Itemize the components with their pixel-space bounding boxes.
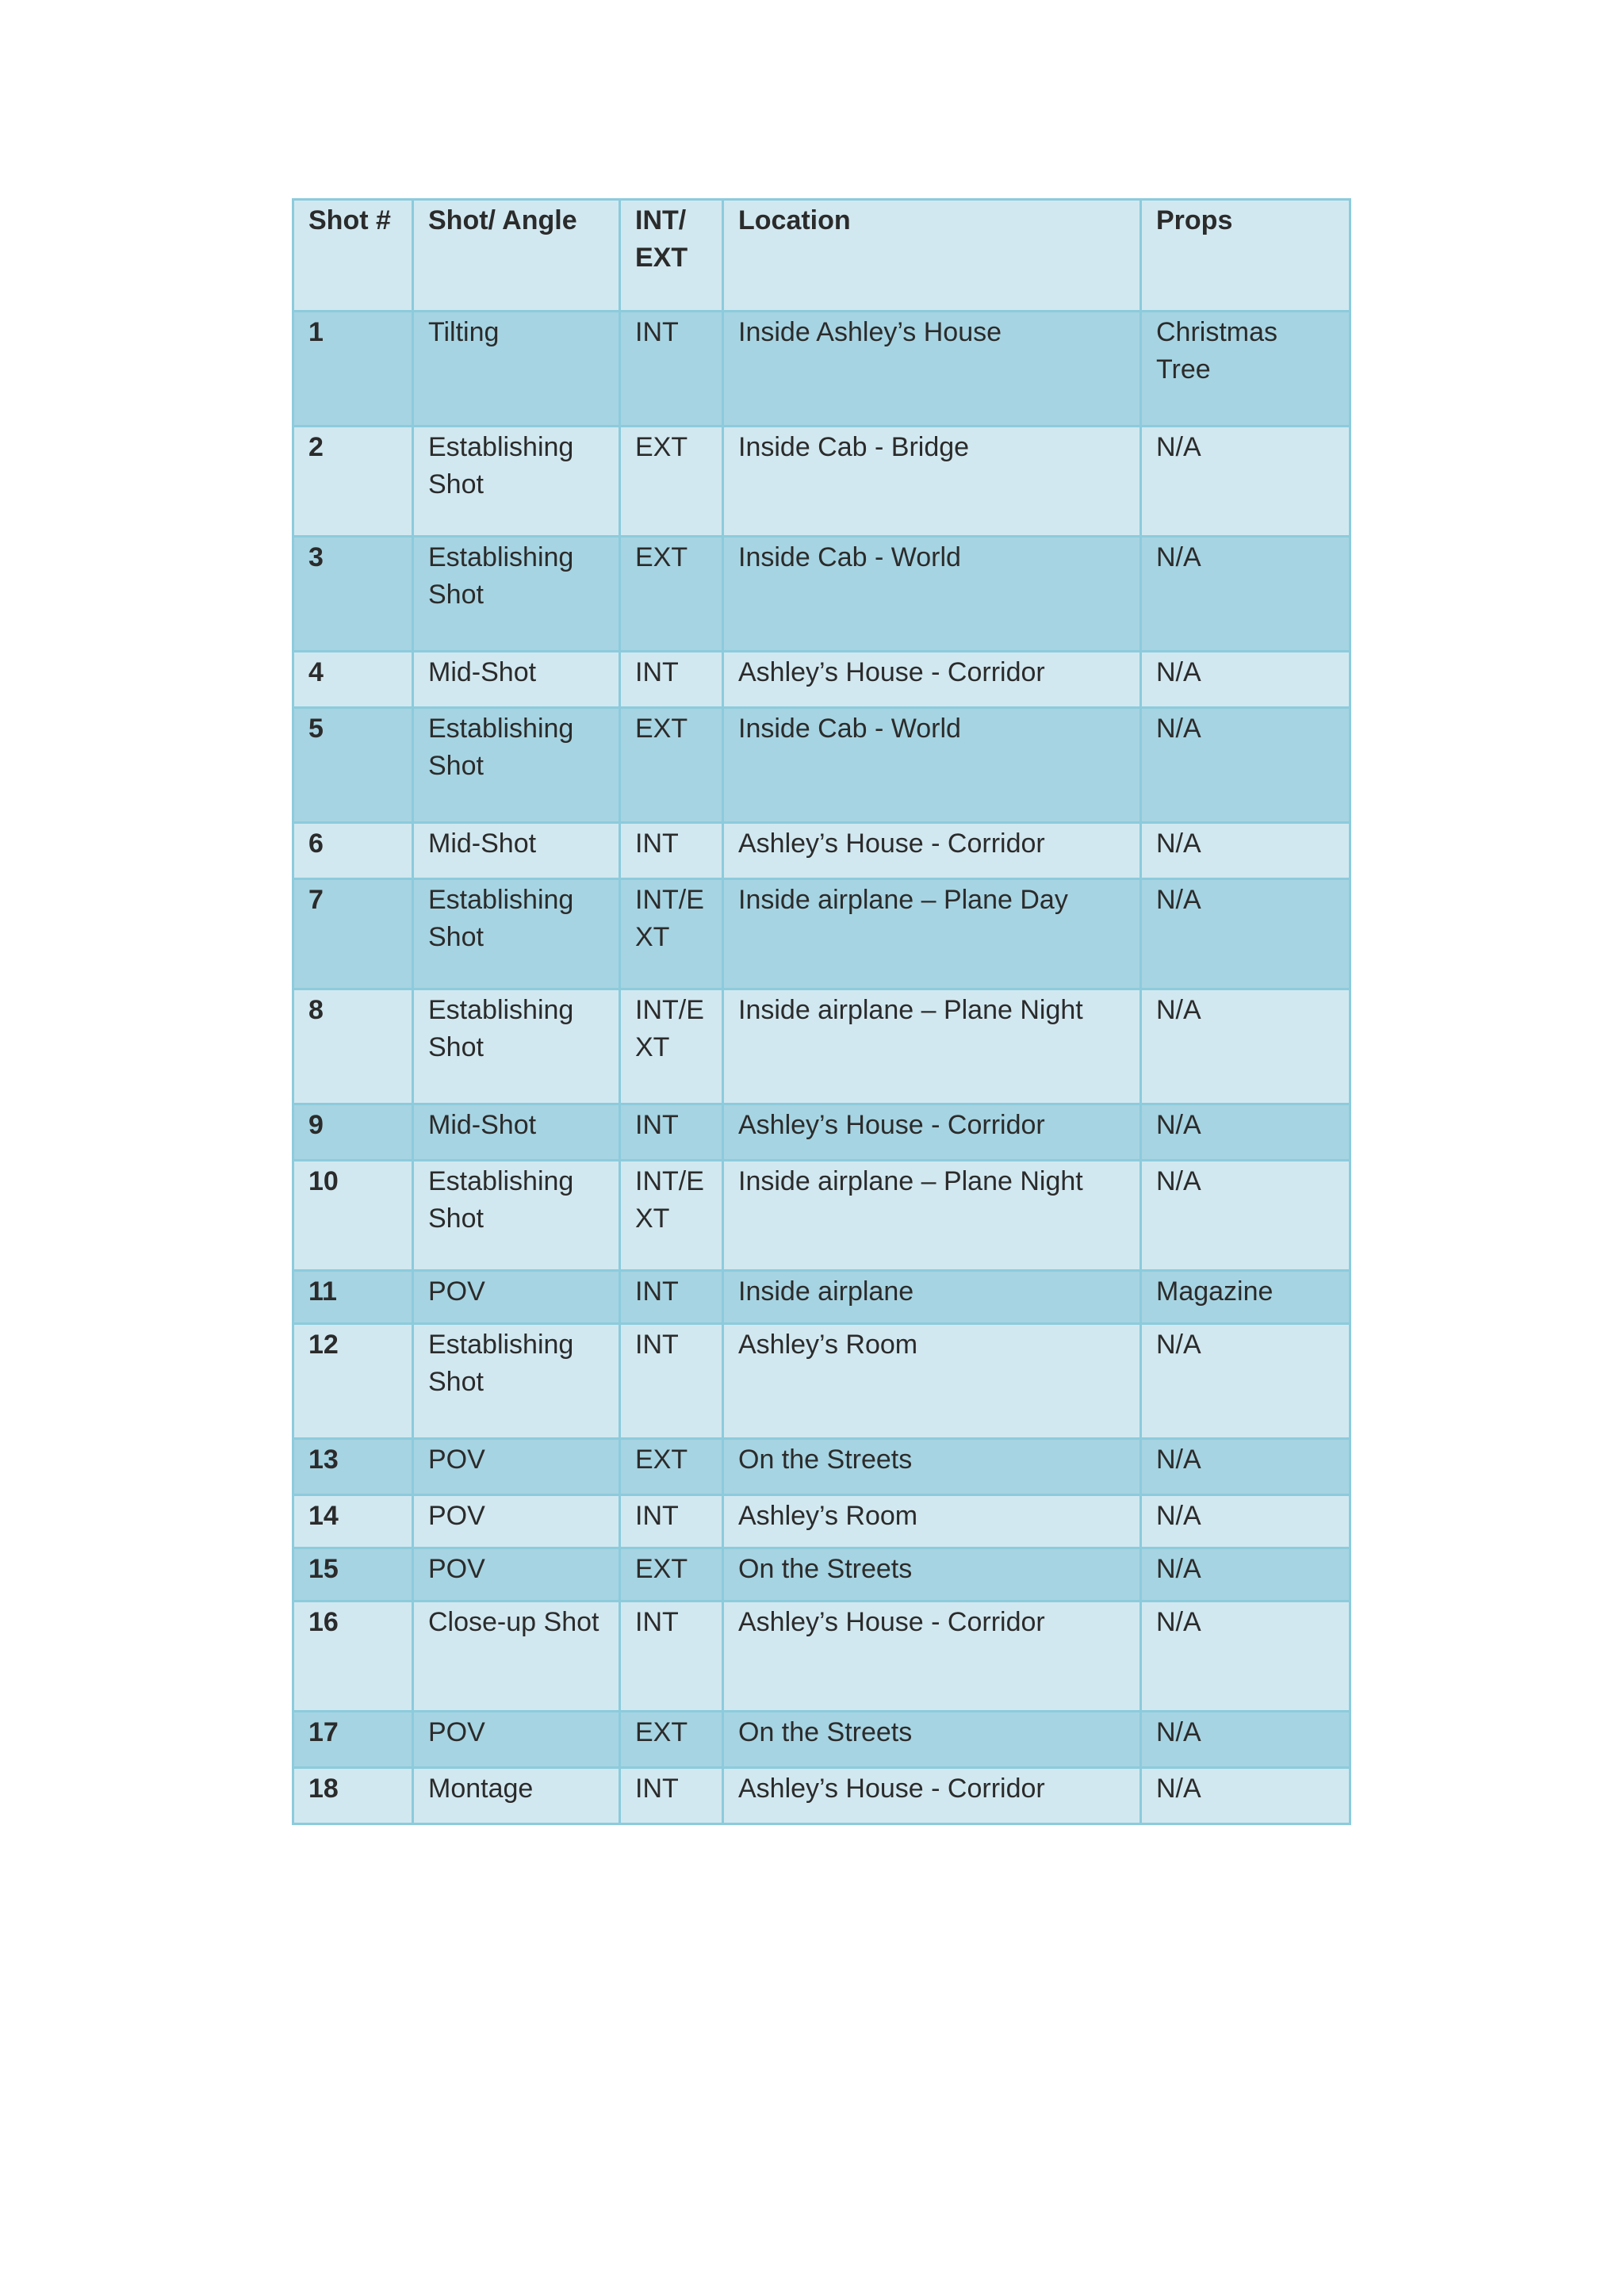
shot-number-cell: 14 (293, 1495, 413, 1548)
header-location: Location (723, 200, 1141, 312)
props-cell: N/A (1141, 1601, 1350, 1712)
location-cell: Inside Cab - World (723, 708, 1141, 823)
shot-angle-cell: Establishing Shot (413, 537, 620, 652)
shot-angle-cell: Establishing Shot (413, 1324, 620, 1439)
table-row (293, 1768, 1350, 1824)
location-cell: Ashley’s House - Corridor (723, 1768, 1141, 1824)
shot-angle-cell: Tilting (413, 312, 620, 427)
shot-number-cell: 17 (293, 1712, 413, 1768)
shot-number-cell: 7 (293, 879, 413, 989)
int-ext-cell: EXT (620, 537, 723, 652)
shot-angle-cell: POV (413, 1548, 620, 1601)
int-ext-cell: INT (620, 652, 723, 708)
shot-angle-cell: Establishing Shot (413, 427, 620, 537)
int-ext-cell: INT/EXT (620, 1161, 723, 1271)
props-cell: N/A (1141, 1495, 1350, 1548)
int-ext-cell: EXT (620, 1712, 723, 1768)
location-cell: Inside airplane (723, 1271, 1141, 1324)
int-ext-cell: INT/EXT (620, 989, 723, 1104)
shot-number-cell: 4 (293, 652, 413, 708)
shot-number-cell: 2 (293, 427, 413, 537)
shot-number-cell: 5 (293, 708, 413, 823)
location-cell: Inside airplane – Plane Night (723, 1161, 1141, 1271)
shot-number-cell: 8 (293, 989, 413, 1104)
shot-number-cell: 13 (293, 1439, 413, 1495)
shot-number-cell: 18 (293, 1768, 413, 1824)
table-row (293, 1271, 1350, 1324)
props-cell: N/A (1141, 1324, 1350, 1439)
props-cell: N/A (1141, 537, 1350, 652)
shot-angle-cell: POV (413, 1271, 620, 1324)
table-row (293, 1104, 1350, 1161)
shot-number-cell: 15 (293, 1548, 413, 1601)
table-row (293, 823, 1350, 879)
table-row (293, 1712, 1350, 1768)
table-row (293, 708, 1350, 823)
location-cell: Inside Cab - Bridge (723, 427, 1141, 537)
int-ext-cell: INT (620, 1601, 723, 1712)
location-cell: On the Streets (723, 1712, 1141, 1768)
shot-number-cell: 10 (293, 1161, 413, 1271)
int-ext-cell: INT (620, 1271, 723, 1324)
location-cell: Inside Cab - World (723, 537, 1141, 652)
location-cell: Ashley’s House - Corridor (723, 823, 1141, 879)
location-cell: On the Streets (723, 1439, 1141, 1495)
shot-angle-cell: POV (413, 1439, 620, 1495)
shot-angle-cell: Mid-Shot (413, 1104, 620, 1161)
shot-number-cell: 1 (293, 312, 413, 427)
props-cell: N/A (1141, 1439, 1350, 1495)
shot-number-cell: 6 (293, 823, 413, 879)
table-row (293, 1548, 1350, 1601)
shot-number-cell: 3 (293, 537, 413, 652)
int-ext-cell: EXT (620, 1548, 723, 1601)
table-row (293, 879, 1350, 989)
shot-angle-cell: Montage (413, 1768, 620, 1824)
props-cell: N/A (1141, 1712, 1350, 1768)
table-row (293, 427, 1350, 537)
location-cell: Inside airplane – Plane Night (723, 989, 1141, 1104)
table-row (293, 1161, 1350, 1271)
shot-number-cell: 9 (293, 1104, 413, 1161)
shot-number-cell: 12 (293, 1324, 413, 1439)
props-cell: Magazine (1141, 1271, 1350, 1324)
props-cell: N/A (1141, 823, 1350, 879)
int-ext-cell: INT/EXT (620, 879, 723, 989)
table-row (293, 652, 1350, 708)
props-cell: N/A (1141, 879, 1350, 989)
header-shot-angle: Shot/ Angle (413, 200, 620, 312)
props-cell: N/A (1141, 1768, 1350, 1824)
int-ext-cell: EXT (620, 708, 723, 823)
shot-angle-cell: POV (413, 1495, 620, 1548)
location-cell: Ashley’s House - Corridor (723, 1601, 1141, 1712)
header-shot-number: Shot # (293, 200, 413, 312)
table-row (293, 312, 1350, 427)
props-cell: N/A (1141, 427, 1350, 537)
shot-angle-cell: Establishing Shot (413, 879, 620, 989)
int-ext-cell: INT (620, 1495, 723, 1548)
table-row (293, 537, 1350, 652)
shot-angle-cell: POV (413, 1712, 620, 1768)
header-int-ext: INT/ EXT (620, 200, 723, 312)
location-cell: Inside Ashley’s House (723, 312, 1141, 427)
location-cell: On the Streets (723, 1548, 1141, 1601)
table-row (293, 989, 1350, 1104)
shot-angle-cell: Establishing Shot (413, 989, 620, 1104)
table-row (293, 1324, 1350, 1439)
table-row (293, 1601, 1350, 1712)
shot-angle-cell: Close-up Shot (413, 1601, 620, 1712)
shot-number-cell: 11 (293, 1271, 413, 1324)
shot-angle-cell: Establishing Shot (413, 1161, 620, 1271)
int-ext-cell: EXT (620, 427, 723, 537)
location-cell: Ashley’s House - Corridor (723, 652, 1141, 708)
int-ext-cell: INT (620, 1324, 723, 1439)
location-cell: Ashley’s Room (723, 1324, 1141, 1439)
shot-angle-cell: Establishing Shot (413, 708, 620, 823)
location-cell: Ashley’s Room (723, 1495, 1141, 1548)
props-cell: N/A (1141, 1161, 1350, 1271)
props-cell: N/A (1141, 989, 1350, 1104)
props-cell: N/A (1141, 1548, 1350, 1601)
location-cell: Inside airplane – Plane Day (723, 879, 1141, 989)
props-cell: N/A (1141, 652, 1350, 708)
props-cell: Christmas Tree (1141, 312, 1350, 427)
shot-angle-cell: Mid-Shot (413, 823, 620, 879)
shot-list-table (292, 198, 1351, 1825)
table-row (293, 1439, 1350, 1495)
table-header-row (293, 200, 1350, 312)
table-row (293, 1495, 1350, 1548)
header-props: Props (1141, 200, 1350, 312)
props-cell: N/A (1141, 1104, 1350, 1161)
location-cell: Ashley’s House - Corridor (723, 1104, 1141, 1161)
shot-angle-cell: Mid-Shot (413, 652, 620, 708)
int-ext-cell: EXT (620, 1439, 723, 1495)
int-ext-cell: INT (620, 823, 723, 879)
int-ext-cell: INT (620, 1768, 723, 1824)
props-cell: N/A (1141, 708, 1350, 823)
shot-number-cell: 16 (293, 1601, 413, 1712)
int-ext-cell: INT (620, 1104, 723, 1161)
int-ext-cell: INT (620, 312, 723, 427)
